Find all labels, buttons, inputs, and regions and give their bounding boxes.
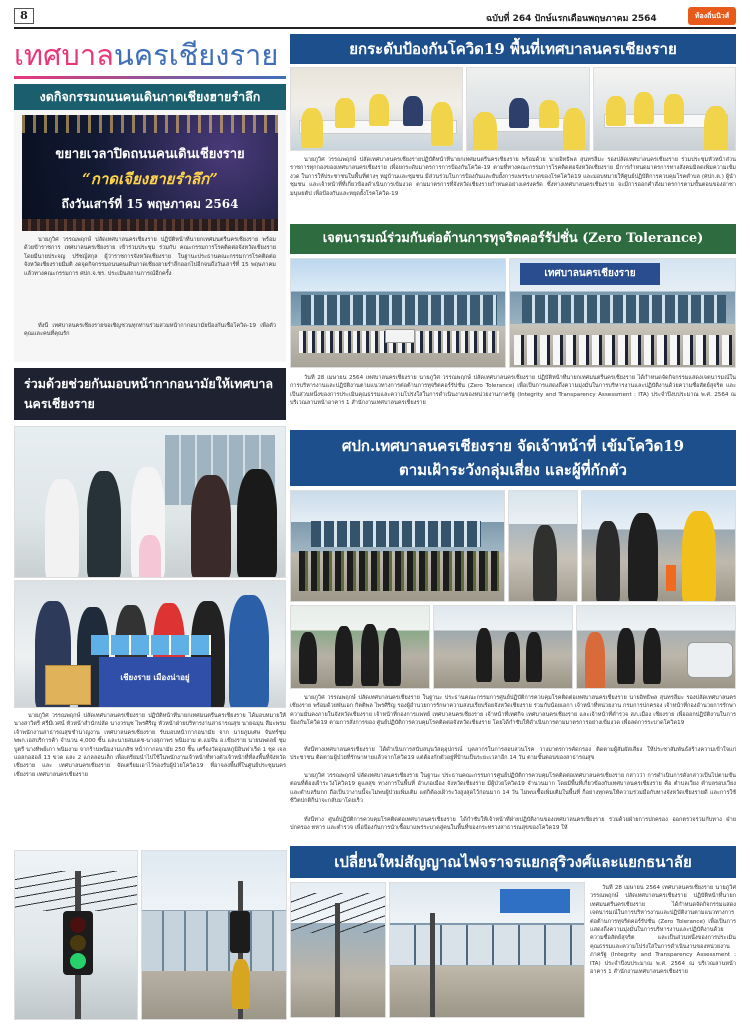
- masks-body: นายภูวิศ วรรณพฤกษ์ ปลัดเทศบาลนครเชียงราย ปฏิบัติหน้าที่นายกเทศมนตรีนครเชียงราย ได้มอบหมายให้ นางสาวิตรี ศรีมีเวศน์ หัวหน้าสำนักปลัด นางวรนุช ไพรศิริญ หัวหน้าฝ่ายบริหารงานสาธารณสุข นายฉมุน สีมะพรม เจ้าพนักงานสาธารณสุขชำนาญงาน เทศบาลนครเชียงราย รับมอบหน้ากากอนามัย จาก นายภูมเศษ จันทร์ชุม พพก.เอสบริการค้า จำนวน 4,000 ชิ้น และนายสมเดช-นางสุภาพร พนิมงาม ต.แม่จัน อ.เชียงราย นายนพดลย์ ชุมบูตรี นางทิพย์เภา พนิมงาม จากร้านพนิมงามเภสัช หน้ากากอนามัย 250 ชิ้น เครื่องวัดอุณหภูมิอินฟาเร็ด 1 ชุด เจลแอลกอฮอล์ 13 ขวด และ 2 แกลลอนเล็ก เพื่อเตรียมนำไปใช้ในพนักงานเจ้าหน้าที่ทางตัวเจ้าหน้าที่ที่ลงพื้นที่จังหวัดเชียงราย และ เทศบาลนครเชียงราย จัดเตรียมเอาไว้รองรับผู้ป่วยโควิด19 ที่อาจลงพื้นที่ในศูนย์ประชุมนครเชียงราย เทศบาลนครเชียงราย: [14, 713, 286, 778]
- photo-person: [539, 100, 559, 128]
- walking-street-section: [14, 84, 286, 362]
- officer-line: [299, 551, 499, 591]
- light-red: [70, 917, 86, 933]
- photo-person: [476, 628, 492, 682]
- building-windows: [522, 295, 726, 323]
- photo-person: [232, 959, 250, 1009]
- zero-tolerance-body: วันที่ 28 เมษายน 2564 เทศบาลนครเชียงราย นายภูวิศ วรรณพฤกษ์ ปลัดเทศบาลนครเชียงราย ปฏิบัติหน้าที่นายกเทศมนตรีนครเชียงราย ได้กำหนดจัดกิจกรรมแสดงเจตนารมณ์ในการบริหารงานและปฏิบัติงานตามแนวทางการต่อต้านการทุจริตคอร์รัปชั่น (Zero Tolerance) เพื่อเป็นการแสดงถึงความมุ่งมั่นในการบริหารงานและปฏิบัติงานด้วยความซื่อสัตย์สุจริต และเป็นส่วนหนึ่งของการประเมินคุณธรรมและความโปร่งใสในการดำเนินงานของหน่วยงานภาครัฐ (Integrity and Transparency Assessment : ITA) ประจำปีงบประมาณ พ.ศ. 2564 ณ บริเวณลานหน้าอาคาร 1 สำนักงานเทศบาลนครเชียงราย: [290, 375, 736, 407]
- spk-title-line1: ศปก.เทศบาลนครเชียงราย จัดเจ้าหน้าที่ เข้มโควิด19: [341, 437, 685, 455]
- photo-person: [682, 511, 716, 602]
- photo-person: [634, 92, 654, 124]
- photo-person: [596, 521, 620, 602]
- parked-car: [687, 642, 733, 678]
- city-box: เชียงราย เมืองน่าอยู่: [99, 657, 211, 707]
- photo-person: [335, 626, 353, 686]
- walking-street-banner: [22, 115, 278, 231]
- photo-person: [191, 475, 231, 578]
- photo-person: [473, 112, 497, 151]
- masks-photo-top: [14, 426, 286, 578]
- light-green: [70, 953, 86, 969]
- banner-line3: ถึงวันเสาร์ที่ 15 พฤษภาคม 2564: [61, 197, 239, 211]
- masthead: [14, 34, 286, 78]
- photo-person: [643, 628, 661, 684]
- spk-photo-6: [576, 605, 736, 689]
- spk-photo-5: [433, 605, 573, 689]
- photo-person: [509, 98, 529, 128]
- page-number: 8: [14, 8, 34, 24]
- spk-photo-4: [290, 605, 430, 689]
- photo-person: [431, 102, 453, 146]
- signal-pole: [335, 903, 340, 1018]
- masthead-underline: [14, 76, 286, 79]
- photo-person: [526, 632, 542, 682]
- zero-banner: [385, 329, 415, 343]
- building-sign: เทศบาลนครเชียงราย: [520, 263, 660, 285]
- shophouses: [142, 911, 287, 971]
- walking-street-body2: ทั้งนี้ เทศบาลนครเชียงรายขอเชิญชวนทุกท่านร่วมสวมหน้ากากอนามัยป้องกันเชื้อโควิด-19 เพื่อตัวคุณและคนที่คุณรัก: [24, 323, 276, 338]
- masks-photo-bottom: [14, 580, 286, 708]
- building-windows: [311, 521, 481, 547]
- building-windows: [301, 295, 497, 325]
- photo-person: [504, 632, 520, 682]
- banner-lights: [22, 115, 278, 133]
- light-amber: [70, 935, 86, 951]
- issue-info: ฉบับที่ 264 ปักษ์แรกเดือนพฤษภาคม 2564: [486, 14, 657, 24]
- signal-pole: [430, 913, 435, 1018]
- zero-tolerance-title: เจตนารมณ์ร่วมกันต่อต้านการทุจริตคอร์รัปชั่น (Zero Tolerance): [290, 224, 736, 254]
- header-rule: [14, 27, 736, 29]
- photo-person: [383, 628, 401, 686]
- photo-person: [301, 108, 323, 148]
- publication-logo: ท้องถิ่นนิวส์: [688, 7, 736, 25]
- photo-person: [45, 479, 79, 578]
- covid-top-title: ยกระดับป้องกันโควิด19 พื้นที่เทศบาลนครเชียงราย: [290, 34, 736, 64]
- staff-line: [514, 335, 732, 365]
- spk-title: [290, 430, 736, 486]
- road-sign: [500, 889, 570, 913]
- zero-tolerance-photo-1: [290, 258, 506, 368]
- banner-crowd: [22, 219, 278, 231]
- zero-tolerance-photo-2: [509, 258, 736, 368]
- meeting-photo-2: [466, 67, 590, 151]
- traffic-photo-3: [290, 882, 386, 1018]
- spk-photo-1: [290, 490, 505, 602]
- banner-line2: “กาดเจียงฮายรำลึก”: [82, 170, 218, 188]
- shophouses: [390, 925, 585, 965]
- spk-body: นายภูวิศ วรรณพฤกษ์ ปลัดเทศบาลนครเชียงราย ในฐานะ ประธานคณะกรรมการศูนย์ปฏิบัติการควบคุมโรคติดต่อเทศบาลนครเชียงราย นายอิทธิพล สุนทรลีมะ รองปลัดเทศบาลนครเชียงราย พร้อมด้วยพันเอก กิตติพล ไพรศิริญ รองผู้อำนวยการรักษาความสงบเรียบร้อยจังหวัดเชียงราย ร่วมกับน้อยเอกา เจ้าหน้าที่หน่วยงาน กรมการปกครอง เจ้าหน้าที่กองอำนวยการรักษาความมั่นคงภายในจังหวัดเชียงราย เจ้าหน้าที่กองการแพทย์ เทศบาลนครเชียงราย เจ้าหน้าที่เทศกิจ เทศบาลนครเชียงราย และเจ้าหน้าที่ตำรวจ สภ.เมือง เชียงราย เพื่อออกปฏิบัติงานในการป้องกันโควิด19 ตามการสั่งการของ ศูนย์ปฏิบัติการควบคุมโรคติดต่อจังหวัดเชียงราย โดยได้กำชับให้ดำเนินการตามมาตรการอย่างเข้มงวด เพื่อลดการระบาดโควิด19: [290, 695, 736, 727]
- photo-person: [585, 632, 605, 689]
- spk-body2: ทั้งนี้ทางเทศบาลนครเชียงราย ได้ดำเนินการสนับสนุนวัสดุอุปกรณ์ บุคลากรในการสอบสวนโรค วางมาตรการคัดกรอง ติดตามผู้สัมผัสเสี่ยง ให้ประชาสัมพันธ์สร้างความเข้าใจแก่ประชาชน ติดตามผู้ป่วยที่รักษาหายแล้วจากโควิด19 แต่ต้องกักตัวอยู่ที่บ้านเป็นระยะเวลาอีก 14 วัน ตามขั้นตอนของสาธารณสุข: [290, 747, 736, 762]
- photo-person: [628, 513, 658, 602]
- covid-top-body: นายภูวิศ วรรณพฤกษ์ ปลัดเทศบาลนครเชียงรายปฏิบัติหน้าที่นายกเทศมนตรีนครเชียงราย พร้อมด้วย นายอิทธิพล สุนทรลีมะ รองปลัดเทศบาลนครเชียงราย ร่วมประชุมหัวหน้าส่วนราชการทุกกองของเทศบาลนครเชียงราย เพื่อยกระดับมาตรการการป้องกันโควิด-19 ตามที่ทางคณะกรรมการโรคติดต่อจังหวัดเชียงราย มีการกำหนดมาตรการทางสังคมมิลดเพิ่มความเข้มงวด ในการให้ประชาชนในพื้นที่ต่างๆ หมู่บ้านและชุมชน มีส่วนร่วมในการป้องกันและยับยั้งการแพร่ระบาดของโรคโควิด19 และมอบหมายให้ศูนย์ปฏิบัติการควบคุมโรคตำบล (ศปก.ต.) ผู้นำชุมชน และเจ้าหน้าที่ที่เกี่ยวข้องดำเนินการเข้มงวด ตามมาตรการที่จังหวัดเชียงรายกำหนดอย่างเคร่งครัด ซึ่งทางเทศบาลนครเชียงราย จะมีการออกคำสั่งมาตรการตามขั้นตอนของฮาชามนุษยตัป เพื่อป้องกันและหยุดยั้งโรคโควิด-19: [290, 157, 736, 197]
- traffic-title: เปลี่ยนใหม่สัญญาณไฟจราจรแยกสุริวงศ์และแยกธนาลัย: [290, 846, 736, 878]
- photo-person: [563, 108, 585, 151]
- photo-person: [606, 96, 626, 126]
- spk-photo-2: [508, 490, 578, 602]
- banner-line1: ขยายเวลาปิดถนนคนเดินเชียงราย: [55, 147, 245, 162]
- traffic-cone: [666, 565, 676, 591]
- spk-photo-3: [581, 490, 736, 602]
- traffic-light: [63, 911, 93, 975]
- spk-body3: นายภูวิศ วรรณพฤกษ์ ปลัดเทศบาลนครเชียงราย ในฐานะ ประธานคณะกรรมการศูนย์ปฏิบัติการควบคุมโรคติดต่อเทศบาลนครเชียงราย กล่าวว่า การดำเนินการดังกล่าวเป็นไปตามขั้นตอนที่ต้องเฝ้าระวังโควิด19 ดูแลสุข ทางการในพื้นที่ อำเภอเมือง จังหวัดเชียงราย มีผู้ป่วยโควิด19 จำนวนมาก โดยมีพื้นที่เกี่ยวข้องกับเทศบาลนครเชียงราย คือ ตำบลเวียง ตำบลรอบเวียง และตำบลริมกก ถือเป็นว่างานนี้จะไม่พบผู้ป่วยเพิ่มเติม แต่ก็ต้องเฝ้าระวังสูงสุดไว้ก่อนมาก 14 วัน ไม่พบเชื้อเพิ่มเติมในพื้นที่ ก็อย่างทุกคนให้ความร่วมมือกับทางจังหวัดเชียงรายดี และการใช้ชีวิตปกติก็น่าจะกลับมาโดยเร็ว: [290, 773, 736, 805]
- masthead-part2: นครเชียงราย: [113, 38, 279, 72]
- photo-person: [704, 106, 728, 151]
- photo-person: [229, 595, 269, 708]
- photo-person: [335, 98, 355, 128]
- photo-person: [299, 632, 317, 684]
- photo-person: [617, 628, 635, 684]
- photo-person: [361, 624, 379, 686]
- photo-child: [139, 535, 161, 578]
- mask-cartons: [45, 665, 91, 705]
- walking-street-title: งดกิจกรรมถนนคนเดินกาดเชียงฮายรำลึก: [14, 84, 286, 110]
- masthead-part1: เทศบาล: [14, 38, 114, 72]
- meeting-photo-3: [593, 67, 736, 151]
- photo-person: [533, 525, 557, 602]
- page-header: [0, 0, 750, 30]
- photo-person: [87, 471, 121, 578]
- photo-person: [369, 94, 389, 126]
- photo-person: [403, 96, 423, 126]
- traffic-photo-2: [141, 850, 287, 1020]
- traffic-photo-1: [14, 850, 138, 1020]
- mask-boxes: [91, 635, 211, 655]
- photo-person: [237, 469, 277, 578]
- walking-street-body: นายภูวิศ วรรณพฤกษ์ ปลัดเทศบาลนครเชียงราย ปฏิบัติหน้าที่นายกเทศมนตรีนครเชียงราย พร้อมด้วยข้าราชการ เทศบาลนครเชียงราย เข้าร่วมประชุม ร่วมกับ คณะกรรมการโรคติดต่อจังหวัดเชียงราย โดยมีนายประจญ ปรัชญ์สกุล ผู้ว่าราชการจังหวัดเชียงราย ในฐานะประธานคณะกรรมการโรคติดต่อจังหวัดเชียงรายมีมติ งดจุดกิจกรรมถนนคนเดินกาดเชียงฮายรำลึกออกไปอีกจนถึงวันเสาร์ที่ 15 พฤษภาคม แล้วทางคณะกรรมการ ศปก.จ.ชร. ประเมินสถานการณ์อีกครั้ง: [24, 237, 276, 277]
- meeting-photo-1: [290, 67, 463, 151]
- masks-title: ร่วมด้วยช่วยกันมอบหน้ากากอนามัยให้เทศบาลนครเชียงราย: [14, 368, 286, 420]
- traffic-light: [230, 911, 250, 953]
- traffic-body: วันที่ 28 เมษายน 2564 เทศบาลนครเชียงราย นายภูวิศ วรรณพฤกษ์ ปลัดเทศบาลนครเชียงราย ปฏิบัติหน้าที่นายกเทศมนตรีนครเชียงราย ได้กำหนดจัดกิจกรรมแสดงเจตนารมณ์ในการบริหารงานและปฏิบัติงานตามแนวทางการต่อต้านการทุจริตคอร์รัปชั่น (Zero Tolerance) เพื่อเป็นการแสดงถึงความมุ่งมั่นในการบริหารงานและปฏิบัติงานด้วยความซื่อสัตย์สุจริต และเป็นส่วนหนึ่งของการประเมินคุณธรรมและความโปร่งใสในการดำเนินงานของหน่วยงานภาครัฐ (Integrity and Transparency Assessment : ITA) ประจำปีงบประมาณ พ.ศ. 2564 ณ บริเวณลานหน้าอาคาร 1 สำนักงานเทศบาลนครเชียงราย: [590, 885, 736, 976]
- spk-title-line2: ตามเฝ้าระวังกลุ่มเสี่ยง และผู้ที่กักตัว: [399, 461, 627, 479]
- photo-person: [664, 94, 684, 124]
- spk-body4: ทั้งนี้ทาง ศูนย์ปฏิบัติการควบคุมโรคติดต่อเทศบาลนครเชียงราย ได้กำชับให้เจ้าหน้าที่ฝ่ายปฏิบัติงานของเทศบาลนครเชียงราย ร่วมด้วยฝ่ายการปกครอง ออกตรวจร่วมกับทาง ฝ่ายปกครอง ทหาร และตำรวจ เพื่อป้องกันการนำเชื้อมาแพร่ระบาดสู่คนในพื้นที่ของกระทรวงสาธารณสุขของโควิด19 ให้: [290, 817, 736, 832]
- traffic-photo-4: [389, 882, 585, 1018]
